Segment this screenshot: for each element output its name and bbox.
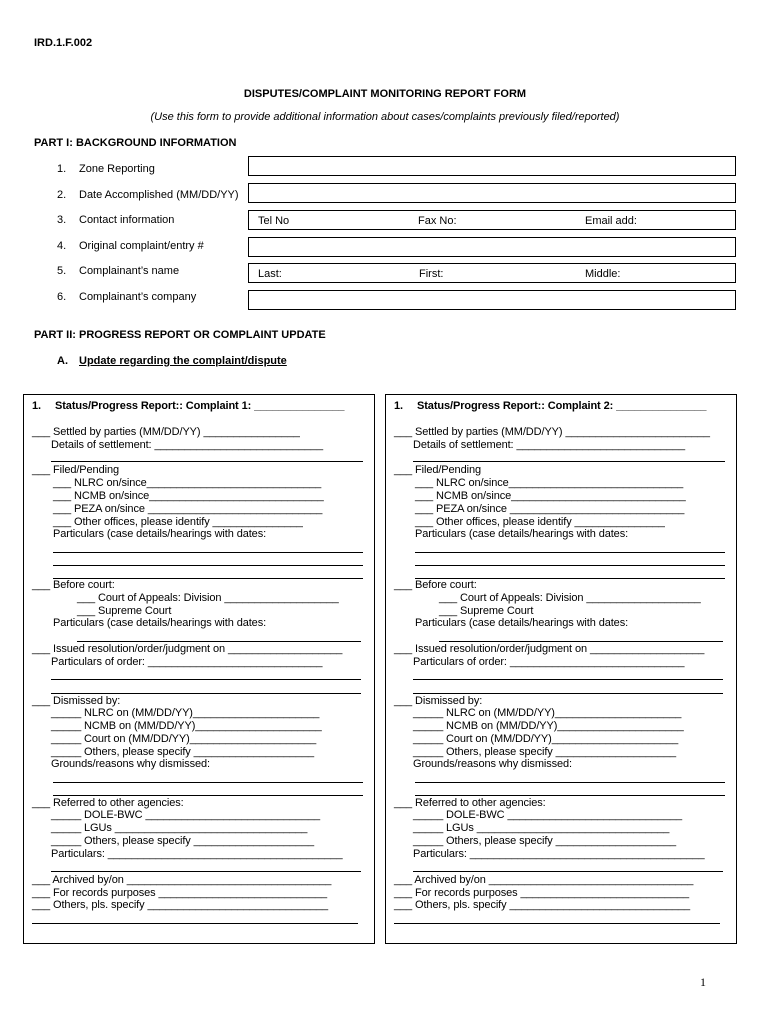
particulars-of-order[interactable]: Particulars of order: _____________________________ — [51, 656, 323, 668]
form-title: DISPUTES/COMPLAINT MONITORING REPORT FORM — [243, 88, 527, 100]
referred-option[interactable]: ___ Referred to other agencies: — [32, 797, 184, 809]
blank-line[interactable] — [413, 871, 723, 872]
dismissed-nlrc-option[interactable]: _____ NLRC on (MM/DD/YY)_____________________ — [51, 707, 320, 719]
dismissed-court-option[interactable]: _____ Court on (MM/DD/YY)_____________________ — [413, 733, 679, 745]
form-code: IRD.1.F.002 — [34, 37, 93, 49]
referred-others-option[interactable]: _____ Others, please specify ____________________ — [413, 835, 676, 847]
item-number: 2. — [57, 189, 67, 201]
nlrc-option[interactable]: ___ NLRC on/since_____________________________ — [53, 477, 322, 489]
blank-line[interactable] — [415, 552, 725, 553]
other-offices-option[interactable]: ___ Other offices, please identify _______________ — [53, 516, 303, 528]
other-offices-option[interactable]: ___ Other offices, please identify _______________ — [415, 516, 665, 528]
complaint-1-panel — [23, 394, 375, 944]
complainant-name-field[interactable] — [248, 263, 736, 283]
item-label: Complainant’s name — [79, 265, 180, 277]
issued-resolution-option[interactable]: ___ Issued resolution/order/judgment on ___________________ — [32, 643, 343, 655]
others-option[interactable]: ___ Others, pls. specify ______________________________ — [32, 899, 329, 911]
dismissed-others-option[interactable]: _____ Others, please specify ____________________ — [51, 746, 314, 758]
blank-line[interactable] — [51, 679, 361, 680]
blank-line[interactable] — [415, 782, 725, 783]
blank-line[interactable] — [53, 782, 363, 783]
blank-line[interactable] — [415, 795, 725, 796]
panel-title: Status/Progress Report:: Complaint 2: _______________ — [417, 400, 707, 412]
blank-line[interactable] — [32, 923, 358, 924]
blank-line[interactable] — [53, 552, 363, 553]
section-letter: A. — [57, 355, 68, 367]
contact-information-field[interactable] — [248, 210, 736, 230]
others-option[interactable]: ___ Others, pls. specify ______________________________ — [394, 899, 691, 911]
blank-line[interactable] — [51, 461, 363, 462]
item-label: Date Accomplished (MM/DD/YY) — [79, 189, 239, 201]
referral-particulars[interactable]: Particulars: _______________________________________ — [51, 848, 343, 860]
section-heading: Update regarding the complaint/dispute — [79, 355, 287, 367]
dismissed-others-option[interactable]: _____ Others, please specify ____________________ — [413, 746, 676, 758]
dismissed-court-option[interactable]: _____ Court on (MM/DD/YY)_____________________ — [51, 733, 317, 745]
blank-line[interactable] — [439, 641, 723, 642]
item-label: Zone Reporting — [79, 163, 155, 175]
tel-label: Tel No — [258, 215, 290, 227]
zone-reporting-field[interactable] — [248, 156, 736, 176]
particulars-label: Particulars (case details/hearings with dates: — [53, 528, 267, 540]
part2-heading: PART II: PROGRESS REPORT OR COMPLAINT UPDATE — [34, 329, 326, 341]
dole-bwc-option[interactable]: _____ DOLE-BWC _____________________________ — [51, 809, 320, 821]
archived-option[interactable]: ___ Archived by/on __________________________________ — [394, 874, 694, 886]
complainant-company-field[interactable] — [248, 290, 736, 310]
fax-label: Fax No: — [418, 215, 457, 227]
original-complaint-field[interactable] — [248, 237, 736, 257]
particulars-label: Particulars (case details/hearings with dates: — [415, 528, 629, 540]
supreme-court-option[interactable]: ___ Supreme Court — [77, 605, 172, 617]
ncmb-option[interactable]: ___ NCMB on/since_____________________________ — [53, 490, 324, 502]
records-purposes-option[interactable]: ___ For records purposes ____________________________ — [32, 887, 328, 899]
referral-particulars[interactable]: Particulars: _______________________________________ — [413, 848, 705, 860]
before-court-option[interactable]: ___ Before court: — [394, 579, 477, 591]
blank-line[interactable] — [53, 565, 363, 566]
panel-title: Status/Progress Report:: Complaint 1: _______________ — [55, 400, 345, 412]
email-label: Email add: — [585, 215, 637, 227]
dismissed-ncmb-option[interactable]: _____ NCMB on (MM/DD/YY)_____________________ — [413, 720, 684, 732]
issued-resolution-option[interactable]: ___ Issued resolution/order/judgment on ___________________ — [394, 643, 705, 655]
dismissed-ncmb-option[interactable]: _____ NCMB on (MM/DD/YY)_____________________ — [51, 720, 322, 732]
blank-line[interactable] — [51, 693, 361, 694]
part1-heading: PART I: BACKGROUND INFORMATION — [34, 137, 237, 149]
item-number: 3. — [57, 214, 67, 226]
court-of-appeals-option[interactable]: ___ Court of Appeals: Division ___________________ — [439, 592, 701, 604]
court-of-appeals-option[interactable]: ___ Court of Appeals: Division ___________________ — [77, 592, 339, 604]
referred-others-option[interactable]: _____ Others, please specify ____________________ — [51, 835, 314, 847]
blank-line[interactable] — [413, 461, 725, 462]
dismissal-grounds-label: Grounds/reasons why dismissed: — [413, 758, 573, 770]
blank-line[interactable] — [77, 641, 361, 642]
blank-line[interactable] — [394, 923, 720, 924]
peza-option[interactable]: ___ PEZA on/since _____________________________ — [415, 503, 685, 515]
archived-option[interactable]: ___ Archived by/on __________________________________ — [32, 874, 332, 886]
before-court-option[interactable]: ___ Before court: — [32, 579, 115, 591]
item-number: 6. — [57, 291, 67, 303]
lgus-option[interactable]: _____ LGUs ________________________________ — [413, 822, 670, 834]
last-name-label: Last: — [258, 268, 282, 280]
particulars-label: Particulars (case details/hearings with dates: — [53, 617, 267, 629]
date-accomplished-field[interactable] — [248, 183, 736, 203]
ncmb-option[interactable]: ___ NCMB on/since_____________________________ — [415, 490, 686, 502]
page-number: 1 — [700, 975, 706, 989]
blank-line[interactable] — [51, 871, 361, 872]
particulars-of-order[interactable]: Particulars of order: _____________________________ — [413, 656, 685, 668]
dismissed-option[interactable]: ___ Dismissed by: — [32, 695, 121, 707]
panel-number: 1. — [394, 400, 403, 412]
complaint-2-panel — [385, 394, 737, 944]
filed-pending-option[interactable]: ___ Filed/Pending — [32, 464, 119, 476]
settlement-details[interactable]: Details of settlement: ____________________________ — [413, 439, 685, 451]
item-label: Contact information — [79, 214, 175, 226]
panel-number: 1. — [32, 400, 41, 412]
dismissed-nlrc-option[interactable]: _____ NLRC on (MM/DD/YY)_____________________ — [413, 707, 682, 719]
item-number: 5. — [57, 265, 67, 277]
item-number: 4. — [57, 240, 67, 252]
item-label: Original complaint/entry # — [79, 240, 204, 252]
supreme-court-option[interactable]: ___ Supreme Court — [439, 605, 534, 617]
blank-line[interactable] — [53, 795, 363, 796]
peza-option[interactable]: ___ PEZA on/since _____________________________ — [53, 503, 323, 515]
nlrc-option[interactable]: ___ NLRC on/since_____________________________ — [415, 477, 684, 489]
settled-option[interactable]: ___ Settled by parties (MM/DD/YY) ________________________ — [394, 426, 710, 438]
item-label: Complainant’s company — [79, 291, 197, 303]
middle-name-label: Middle: — [585, 268, 621, 280]
records-purposes-option[interactable]: ___ For records purposes ____________________________ — [394, 887, 690, 899]
blank-line[interactable] — [413, 693, 723, 694]
blank-line[interactable] — [413, 679, 723, 680]
settlement-details[interactable]: Details of settlement: ____________________________ — [51, 439, 323, 451]
form-subtitle: (Use this form to provide additional information about cases/complaints previously filed/reported) — [150, 111, 620, 123]
first-name-label: First: — [419, 268, 444, 280]
filed-pending-option[interactable]: ___ Filed/Pending — [394, 464, 481, 476]
item-number: 1. — [57, 163, 67, 175]
lgus-option[interactable]: _____ LGUs ________________________________ — [51, 822, 308, 834]
dole-bwc-option[interactable]: _____ DOLE-BWC _____________________________ — [413, 809, 682, 821]
particulars-label: Particulars (case details/hearings with dates: — [415, 617, 629, 629]
dismissed-option[interactable]: ___ Dismissed by: — [394, 695, 483, 707]
blank-line[interactable] — [415, 565, 725, 566]
dismissal-grounds-label: Grounds/reasons why dismissed: — [51, 758, 211, 770]
referred-option[interactable]: ___ Referred to other agencies: — [394, 797, 546, 809]
settled-option[interactable]: ___ Settled by parties (MM/DD/YY) ________________ — [32, 426, 300, 438]
